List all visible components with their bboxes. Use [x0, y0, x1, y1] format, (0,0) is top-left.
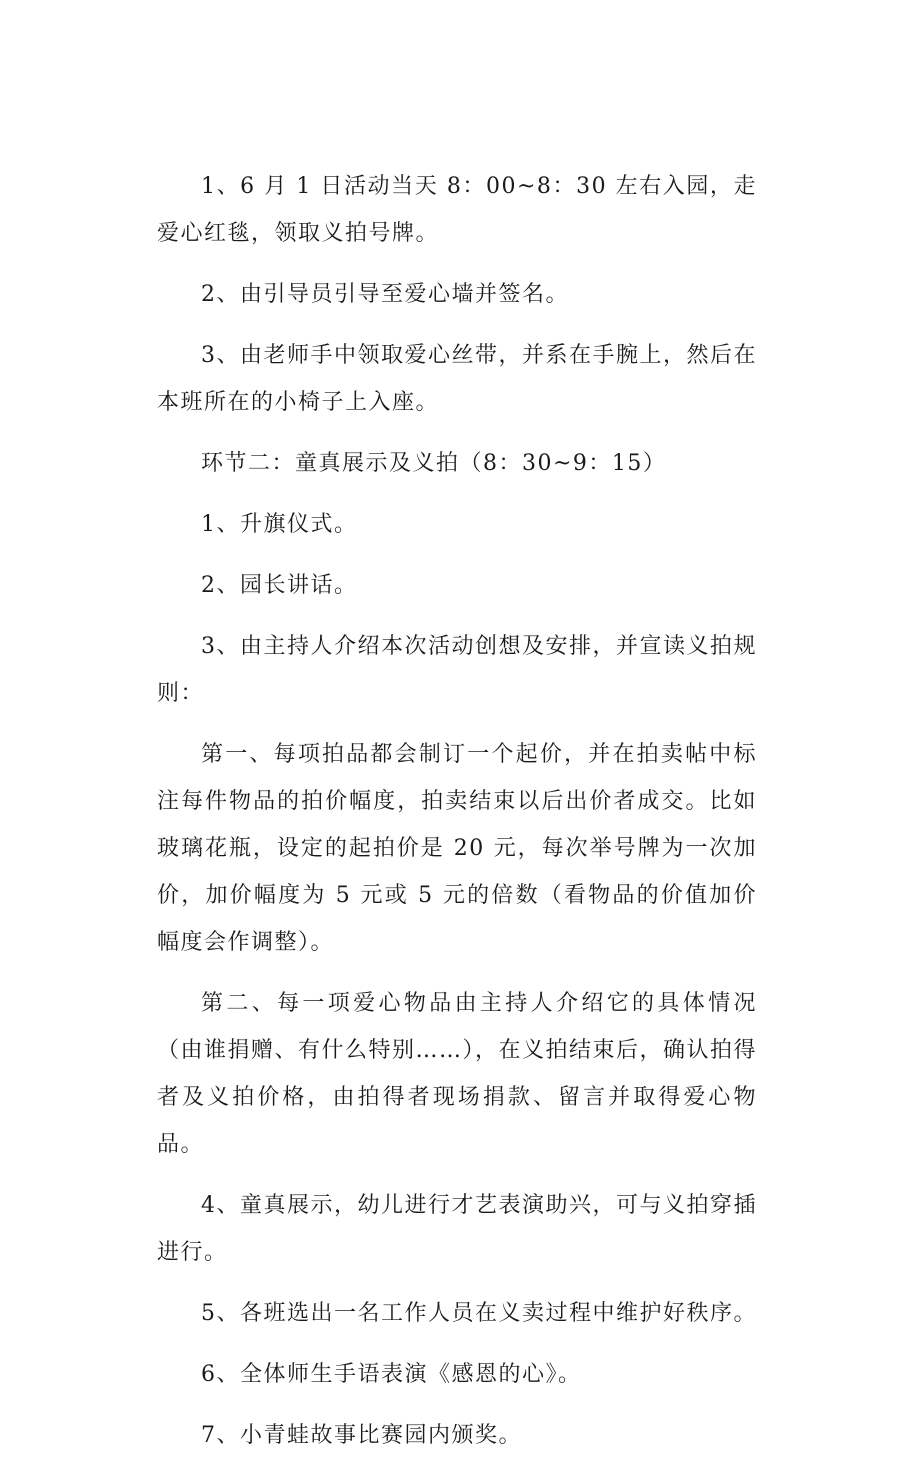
document-body — [157, 163, 757, 1473]
paragraph-rule-two: 第二、每一项爱心物品由主持人介绍它的具体情况（由谁捐赠、有什么特别……），在义拍结束后，确认拍得者及义拍价格，由拍得者现场捐款、留言并取得爱心物品。 — [157, 991, 758, 1157]
paragraph-award: 7、小青蛙故事比赛园内颁奖。 — [201, 1423, 522, 1448]
paragraph-class-staff: 5、各班选出一名工作人员在义卖过程中维护好秩序。 — [201, 1301, 757, 1326]
paragraph-sign-language: 6、全体师生手语表演《感恩的心》。 — [201, 1362, 582, 1387]
paragraph-principal-speech: 2、园长讲话。 — [201, 573, 358, 598]
paragraph-entry-step-1: 1、6 月 1 日活动当天 8：00~8：30 左右入园，走爱心红毯，领取义拍号牌。 — [157, 174, 757, 246]
paragraph-entry-step-2: 2、由引导员引导至爱心墙并签名。 — [201, 282, 569, 307]
paragraph-rule-one: 第一、每项拍品都会制订一个起价，并在拍卖帖中标注每件物品的拍价幅度，拍卖结束以后出价者成交。比如玻璃花瓶，设定的起拍价是 20 元，每次举号牌为一次加价，加价幅度为 5 元或 5 元的倍数（看物品的价值加价幅度会作调整）。 — [157, 742, 757, 955]
paragraph-entry-step-3: 3、由老师手中领取爱心丝带，并系在手腕上，然后在本班所在的小椅子上入座。 — [157, 343, 757, 415]
paragraph-flag-ceremony: 1、升旗仪式。 — [201, 512, 358, 537]
paragraph-host-intro: 3、由主持人介绍本次活动创想及安排，并宣读义拍规则： — [157, 634, 757, 706]
paragraph-talent-show: 4、童真展示，幼儿进行才艺表演助兴，可与义拍穿插进行。 — [157, 1193, 757, 1265]
section-heading-part-two: 环节二：童真展示及义拍（8：30~9：15） — [201, 451, 667, 476]
